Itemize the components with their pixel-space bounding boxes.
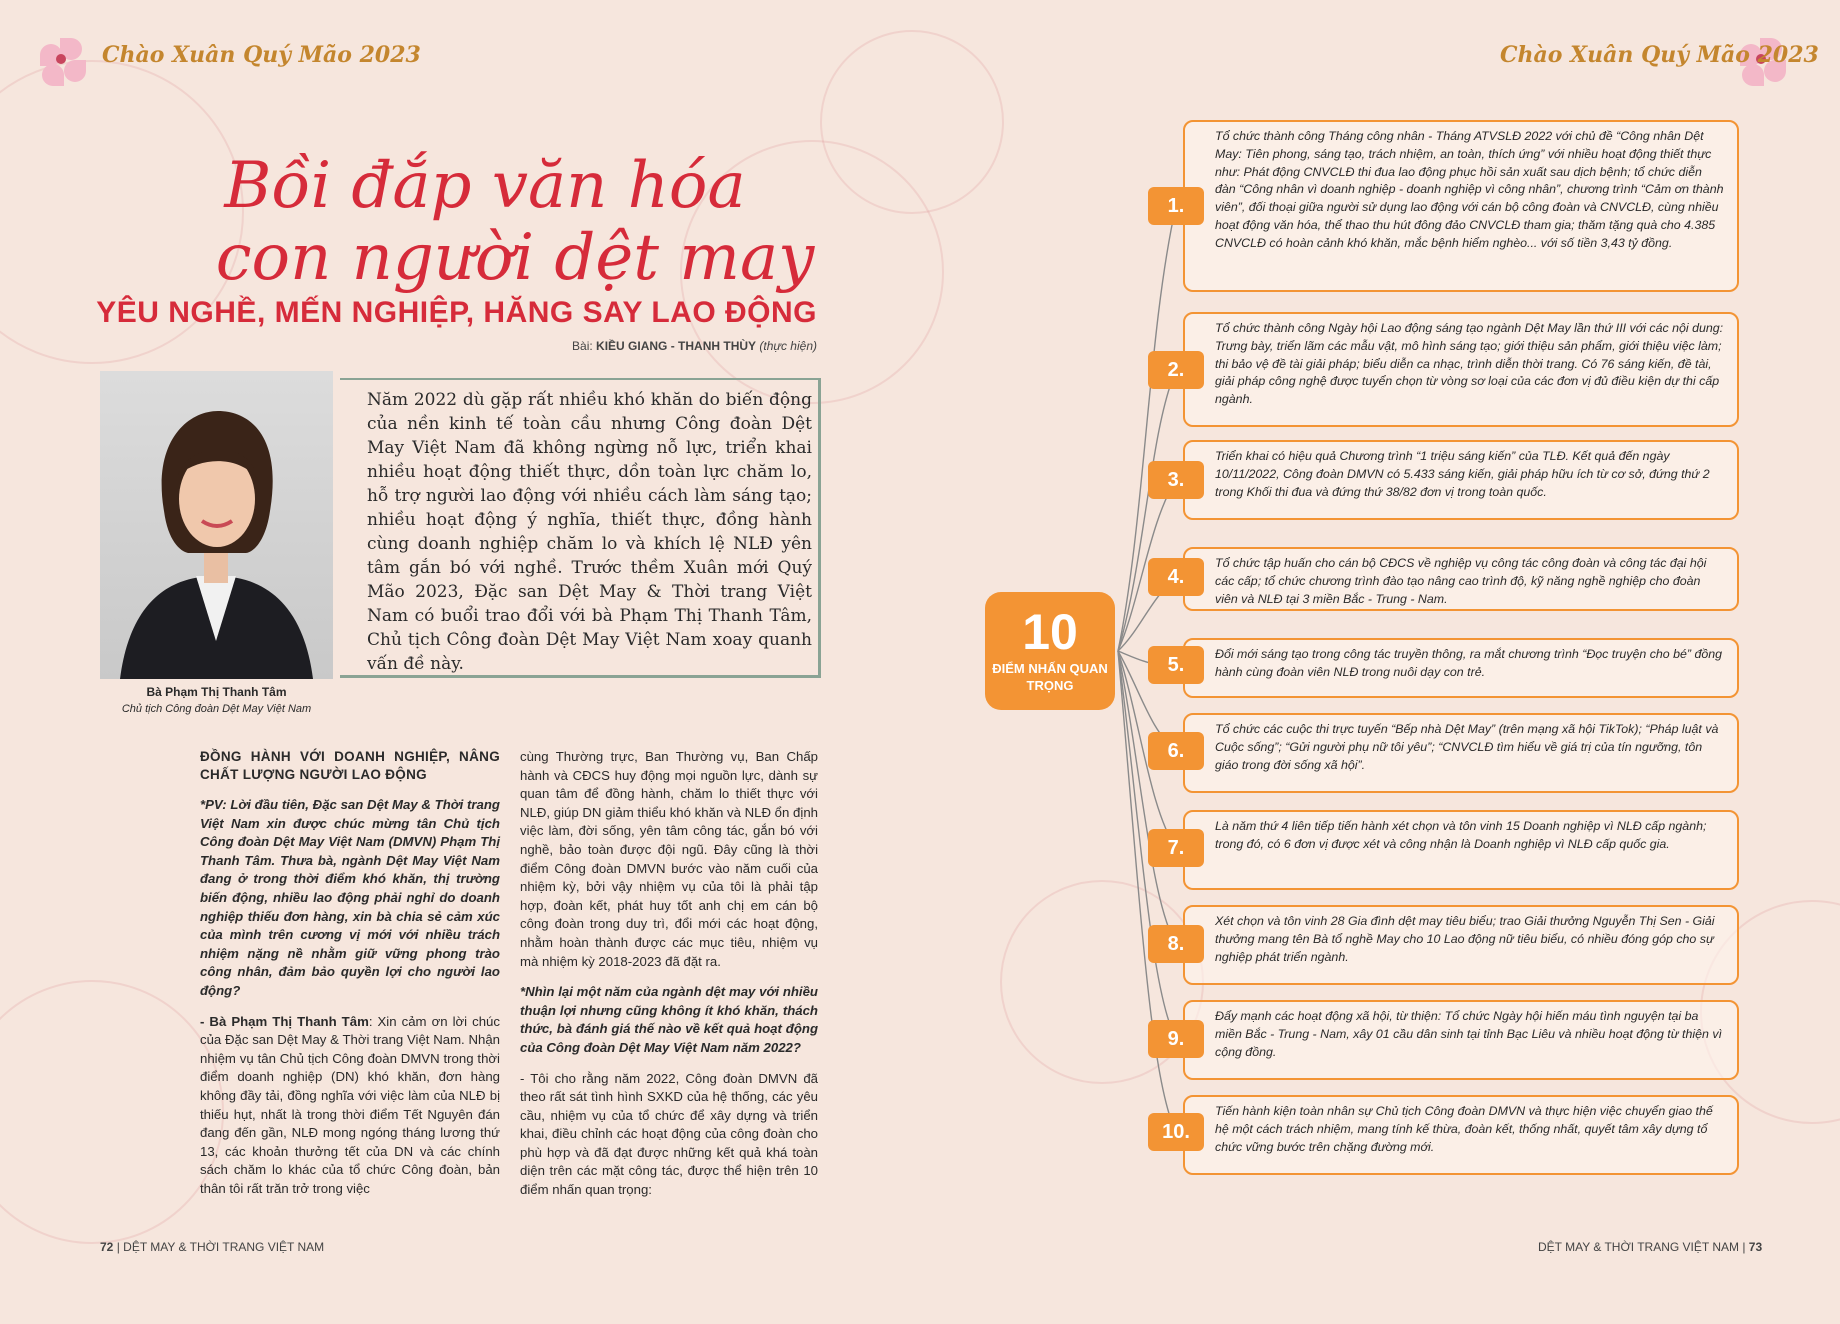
hub-number: 10	[1022, 604, 1078, 660]
highlight-item	[1183, 440, 1739, 520]
highlight-text: Triển khai có hiệu quả Chương trình “1 triệu sáng kiến” của TLĐ. Kết quả đến ngày 10/11/2022, Công đoàn DMVN có 5.433 sáng kiến, giải pháp hữu ích từ cơ sở, đứng thứ 2 trong Khối thi đua và đứng thứ 38/82 đơn vị trong toàn quốc.	[1215, 449, 1710, 499]
highlight-number: 1.	[1148, 187, 1204, 225]
highlight-number: 5.	[1148, 646, 1204, 684]
photo-caption-name: Bà Phạm Thị Thanh Tâm	[146, 685, 287, 699]
highlights-hub	[985, 592, 1115, 710]
article-subtitle: YÊU NGHỀ, MẾN NGHIỆP, HĂNG SAY LAO ĐỘNG	[96, 296, 817, 329]
byline-prefix: Bài:	[572, 339, 597, 353]
byline-authors: KIỀU GIANG - THANH THÙY	[596, 339, 757, 353]
interview-question-2: *Nhìn lại một năm của ngành dệt may với nhiều thuận lợi nhưng cũng không ít khó khăn, thách thức, bà đánh giá thế nào về kết quả hoạt động của Công đoàn Dệt May Việt Nam năm 2022?	[520, 984, 818, 1055]
highlight-text: Đẩy mạnh các hoạt động xã hội, từ thiện: Tổ chức Ngày hội hiến máu tình nguyện tại ba miền Bắc - Trung - Nam, xây 01 cầu dân sinh tại tỉnh Bạc Liêu và nhiều hoạt động từ thiện vì cộng đồng.	[1215, 1009, 1722, 1059]
intro-paragraph: Năm 2022 dù gặp rất nhiều khó khăn do biến động của nền kinh tế toàn cầu nhưng Công đoàn Dệt May Việt Nam đã không ngừng nỗ lực, triển khai nhiều hoạt động thiết thực, dồn toàn lực chăm lo, hỗ trợ người lao động với nhiều cách làm sáng tạo; nhiều hoạt động ý nghĩa, thiết thực, đồng hành cùng doanh nghiệp chăm lo và khích lệ NLĐ yên tâm gắn bó với nghề. Trước thềm Xuân mới Quý Mão 2023, Đặc san Dệt May & Thời trang Việt Nam có buổi trao đổi với bà Phạm Thị Thanh Tâm, Chủ tịch Công đoàn Dệt May Việt Nam xoay quanh vấn đề này.	[367, 390, 812, 674]
interview-answer-1-continued: cùng Thường trực, Ban Thường vụ, Ban Chấp hành và CĐCS huy động mọi nguồn lực, dành sự quan tâm để đồng hành, chăm lo thiết thực với NLĐ, giúp DN giảm thiểu khó khăn và NLĐ ổn định việc làm, đời sống, yên tâm công tác, gắn bó với nghề, bảo toàn được đội ngũ. Đây cũng là thời điểm Công đoàn DMVN bước vào năm cuối của nhiệm kỳ, bởi vậy nhiệm vụ của tôi là phải tập hợp, đoàn kết, phát huy tốt anh chị em cán bộ công đoàn trong duy trì, đổi mới các hoạt động, nhằm hoàn thành được các mục tiêu, nhiệm vụ mà nhiệm kỳ 2018-2023 đã đặt ra.	[520, 749, 818, 969]
highlight-item	[1183, 810, 1739, 890]
highlight-text: Là năm thứ 4 liên tiếp tiến hành xét chọn và tôn vinh 15 Doanh nghiệp vì NLĐ cấp ngành; trong đó, có 6 đơn vị được xét và công nhận là Doanh nghiệp vì NLĐ cấp quốc gia.	[1215, 819, 1707, 851]
highlight-number: 8.	[1148, 925, 1204, 963]
answer-speaker: - Bà Phạm Thị Thanh Tâm	[200, 1013, 369, 1029]
photo-caption-role: Chủ tịch Công đoàn Dệt May Việt Nam	[121, 703, 312, 715]
hub-label: ĐIỂM NHẤN QUAN TRỌNG	[992, 661, 1108, 693]
highlight-item	[1183, 713, 1739, 793]
highlight-item	[1183, 1095, 1739, 1175]
page-number-right: 73	[1748, 1240, 1763, 1254]
footer-right: DỆT MAY & THỜI TRANG VIỆT NAM | 73	[1538, 1240, 1763, 1254]
header-right-title: Chào Xuân Quý Mão 2023	[1500, 42, 1819, 68]
highlight-item	[1183, 547, 1739, 611]
article-title-line2: con người dệt may	[215, 221, 815, 295]
highlight-text: Tổ chức các cuộc thi trực tuyến “Bếp nhà Dệt May” (trên mạng xã hội TikTok); “Pháp luật và Cuộc sống”; “Gửi người phụ nữ tôi yêu”; “CNVCLĐ tìm hiểu về giá trị của tín ngưỡng, tôn giáo trong đời sống xã hội”.	[1215, 722, 1719, 772]
highlight-number: 7.	[1148, 829, 1204, 867]
answer-text: : Xin cảm ơn lời chúc của Đặc san Dệt May & Thời trang Việt Nam. Nhận nhiệm vụ tân Chủ tịch Công đoàn DMVN trong thời điểm doanh nghiệp (DN) khó khăn, đơn hàng không đầy tải, đồng nghĩa với việc làm của NLĐ bị thiếu hụt, nhất là trong thời điểm Tết Nguyên đán đang đến gần, NLĐ mong ngóng tháng lương thứ 13, các khoản thưởng tết của DN và các chính sách chăm lo khác của tổ chức Công đoàn, bản thân tôi rất trăn trở trong việc	[200, 1013, 500, 1196]
highlight-number: 2.	[1148, 351, 1204, 389]
highlight-number: 6.	[1148, 732, 1204, 770]
highlight-text: Tổ chức thành công Tháng công nhân - Tháng ATVSLĐ 2022 với chủ đề “Công nhân Dệt May: Tiên phong, sáng tạo, trách nhiệm, an toàn, thích ứng” với nhiều hoạt động thiết thực như: Phát động CNVCLĐ thi đua lao động phục hồi sản xuất sau dịch bệnh; tổ chức diễn đàn “Công nhân vì doanh nghiệp - doanh nghiệp vì công nhân”, chương trình “Cảm ơn thành viên”, đối thoại giữa người sử dụng lao động với cán bộ công đoàn và CNVCLĐ, cùng nhiều hoạt động văn hóa, thể thao thu hút đông đảo CNVCLĐ tham gia; thăm tặng quà cho 4.385 CNVCLĐ có hoàn cảnh khó khăn, mắc bệnh hiểm nghèo... với số tiền 3,43 tỷ đồng.	[1215, 129, 1724, 250]
highlight-item	[1183, 312, 1739, 427]
page-number-left: 72	[100, 1240, 114, 1254]
highlight-item	[1183, 1000, 1739, 1080]
highlight-text: Tiến hành kiện toàn nhân sự Chủ tịch Công đoàn DMVN và thực hiện việc chuyển giao thế hệ một cách trách nhiệm, mang tính kế thừa, đoàn kết, thống nhất, quyết tâm xây dựng tổ chức vững bước trên chặng đường mới.	[1215, 1104, 1713, 1154]
highlight-text: Đổi mới sáng tạo trong công tác truyền thông, ra mắt chương trình “Đọc truyện cho bé” đồng hành cùng đoàn viên NLĐ trong nuôi dạy con trẻ.	[1215, 647, 1723, 679]
interview-question-1: *PV: Lời đầu tiên, Đặc san Dệt May & Thời trang Việt Nam xin được chúc mừng tân Chủ tịch Công đoàn Dệt May Việt Nam (DMVN) Phạm Thị Thanh Tâm. Thưa bà, ngành Dệt May Việt Nam đang ở trong thời điểm khó khăn, thị trường biến động, nhiều lao động phải nghỉ do doanh nghiệp thiếu đơn hàng, xin bà chia sẻ cảm xúc của mình trên cương vị mới với nhiều trách nhiệm nặng nề nhằm giữ vững phong trào công nhân, đảm bảo quyền lợi cho người lao động?	[200, 797, 500, 998]
section-heading: ĐỒNG HÀNH VỚI DOANH NGHIỆP, NÂNG CHẤT LƯỢNG NGƯỜI LAO ĐỘNG	[200, 749, 500, 782]
publication-name-left: DỆT MAY & THỜI TRANG VIỆT NAM	[123, 1240, 325, 1254]
connector-line	[1118, 370, 1176, 651]
interview-answer-2: - Tôi cho rằng năm 2022, Công đoàn DMVN đã theo rất sát tình hình SXKD của hệ thống, các yêu cầu, nhiệm vụ của tổ chức để xây dựng và triển khai, điều chỉnh các hoạt động của công đoàn cho phù hợp và đã đạt được những kết quả khá toàn diện trên các mặt công tác, được thể hiện trên 10 điểm nhấn quan trọng:	[520, 1070, 818, 1198]
byline-suffix: (thực hiện)	[756, 339, 817, 353]
highlight-text: Tổ chức tập huấn cho cán bộ CĐCS về nghiệp vụ công tác công đoàn và công tác đại hội các cấp; tổ chức chương trình đào tạo nâng cao trình độ, kỹ năng nghề nghiệp cho đoàn viên và NLĐ tại 3 miền Bắc - Trung - Nam.	[1215, 556, 1707, 606]
highlight-item	[1183, 638, 1739, 698]
highlight-item	[1183, 905, 1739, 985]
highlight-number: 4.	[1148, 558, 1204, 596]
highlight-number: 10.	[1148, 1113, 1204, 1151]
article-title-line1: Bồi đắp văn hóa	[224, 149, 746, 223]
highlight-text: Tổ chức thành công Ngày hội Lao động sáng tạo ngành Dệt May lần thứ III với các nội dung: Trưng bày, triển lãm các mẫu vật, mô hình sáng tạo; giới thiệu sản phẩm, giới thiệu việc làm; thi bảo vệ đề tài giải pháp; biểu diễn ca nhạc, trình diễn thời trang. Có 76 sáng kiến, đề tài, giải pháp công nghệ được tuyển chọn từ vòng sơ loại của các đơn vị đủ điều kiện dự thi cấp ngành.	[1215, 321, 1724, 407]
publication-name-right: DỆT MAY & THỜI TRANG VIỆT NAM	[1538, 1240, 1739, 1254]
highlight-number: 9.	[1148, 1020, 1204, 1058]
highlight-text: Xét chọn và tôn vinh 28 Gia đình dệt may tiêu biểu; trao Giải thưởng Nguyễn Thị Sen - Giải thưởng mang tên Bà tổ nghề May cho 10 Lao động nữ tiêu biểu, có nhiều đóng góp cho sự nghiệp phát triển ngành.	[1215, 914, 1715, 964]
header-left-title: Chào Xuân Quý Mão 2023	[102, 42, 421, 68]
footer-left: 72 | DỆT MAY & THỜI TRANG VIỆT NAM	[100, 1240, 325, 1254]
highlight-number: 3.	[1148, 461, 1204, 499]
highlight-item	[1183, 120, 1739, 292]
